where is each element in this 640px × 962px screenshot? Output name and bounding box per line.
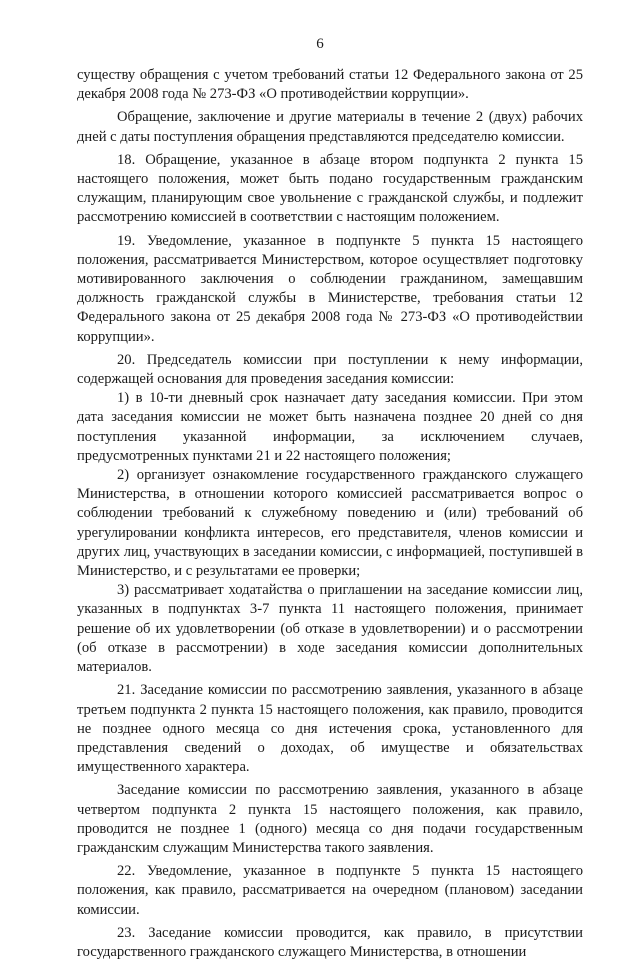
paragraph-18: 18. Обращение, указанное в абзаце втором подпункта 2 пункта 15 настоящего положения, может быть подано государственным гражданским служащим, планирующим свое увольнение с гражданской службы, и подлежит рассмотрению комиссией в соответствии с настоящим положением. bbox=[77, 151, 583, 226]
paragraph-20-item-2: 2) организует ознакомление государственного гражданского служащего Министерства, в отношении которого комиссией рассматривается вопрос о соблюдении требований к служебному поведению и (или) требований об урегулировании конфликта интересов, его представителя, членов комиссии и других лиц, участвующих в заседании комиссии, с информацией, поступившей в Министерство, и с результатами ее проверки; bbox=[77, 467, 583, 580]
paragraph-19: 19. Уведомление, указанное в подпункте 5 пункта 15 настоящего положения, рассматривается Министерством, которое осуществляет подготовку мотивированного заключения о соблюдении гражданином, замещавшим должность гражданской службы в Министерстве, требования статьи 12 Федерального закона от 25 декабря 2008 года № 273-ФЗ «О противодействии коррупции». bbox=[77, 232, 583, 345]
paragraph-23: 23. Заседание комиссии проводится, как правило, в присутствии государственного гражданского служащего Министерства, в отношении bbox=[77, 924, 583, 960]
paragraph-21-second: Заседание комиссии по рассмотрению заявления, указанного в абзаце четвертом подпункта 2 пункта 15 настоящего положения, как правило, проводится не позднее 1 (одного) месяца со дня подачи государственным гражданским служащим Министерства такого заявления. bbox=[77, 782, 583, 856]
paragraph-21: 21. Заседание комиссии по рассмотрению заявления, указанного в абзаце третьем подпункта 2 пункта 15 настоящего положения, как правило, проводится не позднее одного месяца со дня истечения срока, установленного для представления сведений о доходах, об имуществе и обязательствах имущественного характера. bbox=[77, 682, 583, 776]
page-number: 6 bbox=[316, 36, 324, 52]
document-body bbox=[77, 66, 583, 962]
paragraph-continuation: существу обращения с учетом требований статьи 12 Федерального закона от 25 декабря 2008 года № 273-ФЗ «О противодействии коррупции». bbox=[77, 67, 583, 103]
paragraph-22: 22. Уведомление, указанное в подпункте 5 пункта 15 настоящего положения, как правило, рассматривается на очередном (плановом) заседании комиссии. bbox=[77, 863, 583, 918]
paragraph-20-item-3: 3) рассматривает ходатайства о приглашении на заседание комиссии лиц, указанных в подпунктах 3-7 пункта 11 настоящего положения, принимает решение об их удовлетворении (об отказе в удовлетворении) и о рассмотрении (об отказе в рассмотрении) в ходе заседания комиссии дополнительных материалов. bbox=[77, 582, 583, 676]
paragraph-20: 20. Председатель комиссии при поступлении к нему информации, содержащей основания для проведения заседания комиссии: bbox=[77, 351, 583, 388]
paragraph-20-item-1: 1) в 10-ти дневный срок назначает дату заседания комиссии. При этом дата заседания комиссии не может быть назначена позднее 20 дней со дня поступления указанной информации, за исключением случаев, предусмотренных пунктами 21 и 22 настоящего положения; bbox=[77, 390, 583, 464]
paragraph-materials: Обращение, заключение и другие материалы в течение 2 (двух) рабочих дней с даты поступления обращения представляются председателю комиссии. bbox=[77, 109, 583, 145]
